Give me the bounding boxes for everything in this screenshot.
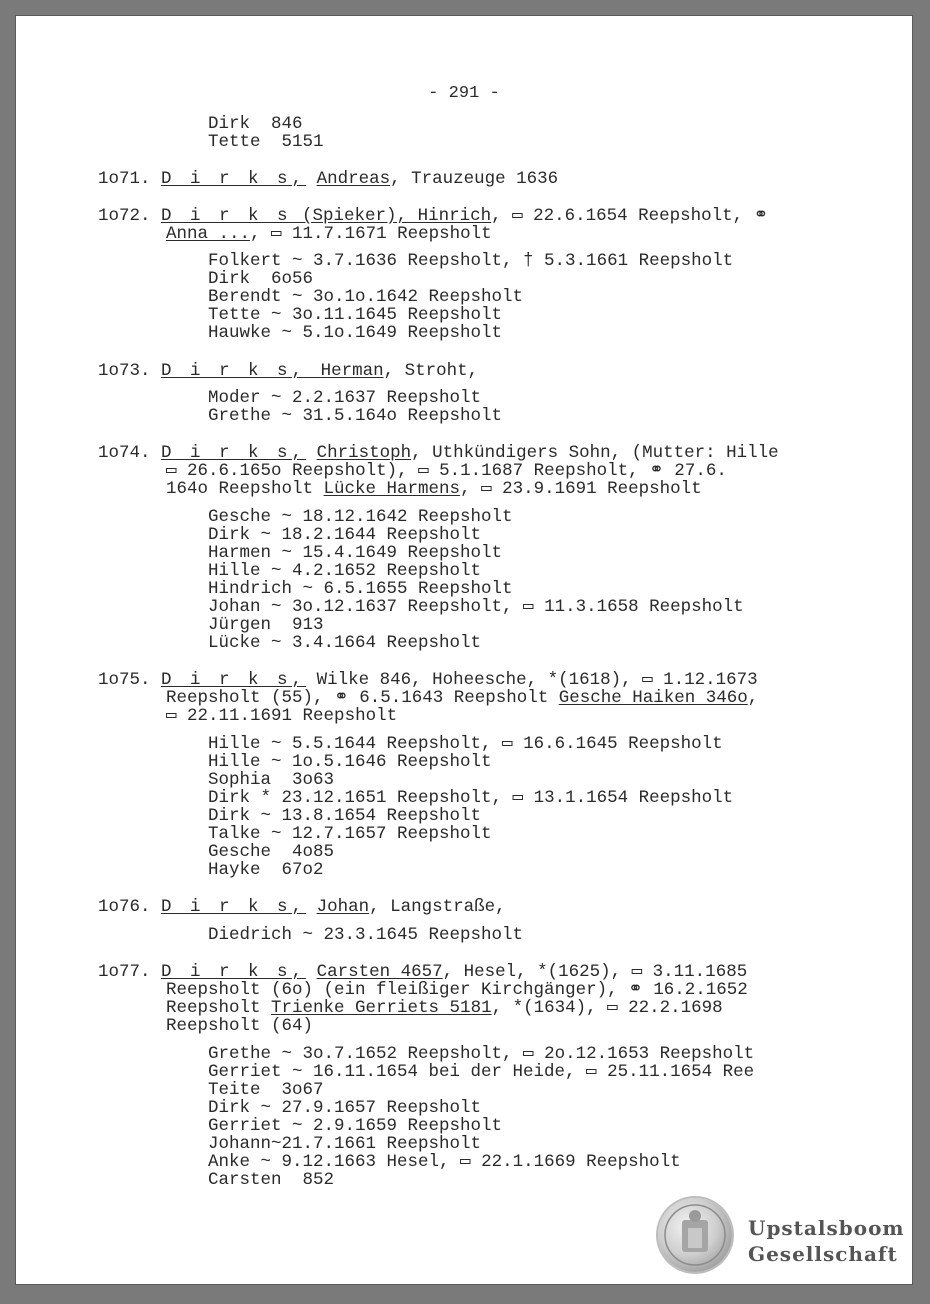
entry-line: ▭ 22.11.1691 Reepsholt xyxy=(166,706,398,726)
seal-figure-icon xyxy=(658,1198,732,1272)
entry-1077 xyxy=(98,963,747,981)
entry-number: 1o76. xyxy=(98,897,151,917)
child-line: Hille ~ 1o.5.1646 Reepsholt xyxy=(208,752,492,772)
child-line: Sophia 3o63 xyxy=(208,770,335,790)
entry-text: Reepsholt (55), ⚭ 6.5.1643 Reepsholt xyxy=(166,688,559,708)
child-line: Hille ~ 4.2.1652 Reepsholt xyxy=(208,561,482,581)
child-line: Berendt ~ 3o.1o.1642 Reepsholt xyxy=(208,287,524,307)
entry-number: 1o74. xyxy=(98,443,151,463)
entry-text: , Trauzeuge 1636 xyxy=(390,169,559,189)
child-line: Hauwke ~ 5.1o.1649 Reepsholt xyxy=(208,323,503,343)
child-line: Hayke 67o2 xyxy=(208,860,324,880)
seal-icon xyxy=(658,1198,732,1272)
child-line: Talke ~ 12.7.1657 Reepsholt xyxy=(208,824,492,844)
child-line: Dirk ~ 18.2.1644 Reepsholt xyxy=(208,525,482,545)
child-line: Grethe ~ 31.5.164o Reepsholt xyxy=(208,406,503,426)
child-line: Carsten 852 xyxy=(208,1170,335,1190)
entry-1075 xyxy=(98,671,758,689)
given-name: Carsten 4657 xyxy=(316,962,443,982)
entry-text: , xyxy=(747,688,759,708)
given-name: Christoph xyxy=(316,443,412,463)
child-line: Gesche 4o85 xyxy=(208,842,335,862)
surname: D i r k s, xyxy=(161,361,321,381)
entry-1071 xyxy=(98,170,558,188)
spouse-name: Lücke Harmens xyxy=(323,479,461,499)
child-line: Gerriet ~ 2.9.1659 Reepsholt xyxy=(208,1116,503,1136)
entry-line: ▭ 26.6.165o Reepsholt), ▭ 5.1.1687 Reepsholt, ⚭ 27.6. xyxy=(166,461,727,481)
entry-line xyxy=(166,480,702,498)
child-line: Gesche ~ 18.12.1642 Reepsholt xyxy=(208,507,513,527)
child-line: Dirk 846 xyxy=(208,114,303,134)
given-name: Andreas xyxy=(316,169,391,189)
entry-line xyxy=(166,689,758,707)
entry-text: (Spieker), xyxy=(291,206,418,226)
entry-line: Reepsholt (6o) (ein fleißiger Kirchgänger), ⚭ 16.2.1652 xyxy=(166,980,748,1000)
entry-line xyxy=(166,225,492,243)
document-page xyxy=(16,16,912,1284)
entry-1073 xyxy=(98,362,478,380)
entry-text: , ▭ 11.7.1671 Reepsholt xyxy=(250,224,492,244)
child-line: Lücke ~ 3.4.1664 Reepsholt xyxy=(208,633,482,653)
child-line: Diedrich ~ 23.3.1645 Reepsholt xyxy=(208,925,524,945)
child-line: Moder ~ 2.2.1637 Reepsholt xyxy=(208,388,482,408)
entry-text: , Langstraße, xyxy=(369,897,506,917)
logo-text-line2: Gesellschaft xyxy=(748,1242,898,1266)
entry-1074 xyxy=(98,444,779,462)
entry-number: 1o77. xyxy=(98,962,151,982)
child-line: Dirk * 23.12.1651 Reepsholt, ▭ 13.1.1654 Reepsholt xyxy=(208,788,734,808)
entry-text: Reepsholt xyxy=(166,998,272,1018)
entry-text: , Uthkündigers Sohn, (Mutter: Hille xyxy=(411,443,779,463)
entry-text: , *(1634), ▭ 22.2.1698 xyxy=(491,998,723,1018)
entry-text: , ▭ 22.6.1654 Reepsholt, ⚭ xyxy=(491,206,769,226)
given-name: Herman xyxy=(320,361,384,381)
entry-number: 1o71. xyxy=(98,169,151,189)
surname: D i r k s, xyxy=(161,443,307,463)
page-number: - 291 - xyxy=(428,84,500,103)
entry-number: 1o72. xyxy=(98,206,151,226)
surname: D i r k s xyxy=(161,206,292,226)
spouse-name: Trienke Gerriets 5181 xyxy=(271,998,492,1018)
given-name: Johan xyxy=(316,897,370,917)
entry-line xyxy=(166,999,723,1017)
child-line: Dirk ~ 27.9.1657 Reepsholt xyxy=(208,1098,482,1118)
child-line: Dirk 6o56 xyxy=(208,269,314,289)
child-line: Anke ~ 9.12.1663 Hesel, ▭ 22.1.1669 Reepsholt xyxy=(208,1152,681,1172)
child-line: Tette ~ 3o.11.1645 Reepsholt xyxy=(208,305,503,325)
logo-text-line1: Upstalsboom xyxy=(748,1216,905,1240)
entry-text: Wilke 846, Hoheesche, *(1618), ▭ 1.12.1673 xyxy=(306,670,758,690)
surname: D i r k s, xyxy=(161,670,307,690)
spouse-name: Gesche Haiken 346o xyxy=(558,688,748,708)
surname: D i r k s, xyxy=(161,897,307,917)
entry-number: 1o73. xyxy=(98,361,151,381)
child-line: Hille ~ 5.5.1644 Reepsholt, ▭ 16.6.1645 Reepsholt xyxy=(208,734,723,754)
entry-1076 xyxy=(98,898,506,916)
child-line: Folkert ~ 3.7.1636 Reepsholt, † 5.3.1661 Reepsholt xyxy=(208,251,734,271)
child-line: Hindrich ~ 6.5.1655 Reepsholt xyxy=(208,579,513,599)
entry-text: 164o Reepsholt xyxy=(166,479,324,499)
child-line: Dirk ~ 13.8.1654 Reepsholt xyxy=(208,806,482,826)
entry-1072 xyxy=(98,207,768,225)
spouse-name: Anna ... xyxy=(166,224,251,244)
child-line: Johan ~ 3o.12.1637 Reepsholt, ▭ 11.3.1658 Reepsholt xyxy=(208,597,744,617)
entry-text: , ▭ 23.9.1691 Reepsholt xyxy=(460,479,702,499)
surname: D i r k s, xyxy=(161,962,307,982)
child-line: Teite 3o67 xyxy=(208,1080,324,1100)
entry-line: Reepsholt (64) xyxy=(166,1016,314,1036)
child-line: Johann~21.7.1661 Reepsholt xyxy=(208,1134,482,1154)
entry-number: 1o75. xyxy=(98,670,151,690)
entry-text: , Stroht, xyxy=(383,361,479,381)
child-line: Tette 5151 xyxy=(208,132,324,152)
given-name: Hinrich xyxy=(417,206,492,226)
entry-text: , Hesel, *(1625), ▭ 3.11.1685 xyxy=(442,962,748,982)
child-line: Grethe ~ 3o.7.1652 Reepsholt, ▭ 2o.12.1653 Reepsholt xyxy=(208,1044,755,1064)
child-line: Harmen ~ 15.4.1649 Reepsholt xyxy=(208,543,503,563)
child-line: Jürgen 913 xyxy=(208,615,324,635)
surname: D i r k s, xyxy=(161,169,307,189)
child-line: Gerriet ~ 16.11.1654 bei der Heide, ▭ 25.11.1654 Ree xyxy=(208,1062,755,1082)
